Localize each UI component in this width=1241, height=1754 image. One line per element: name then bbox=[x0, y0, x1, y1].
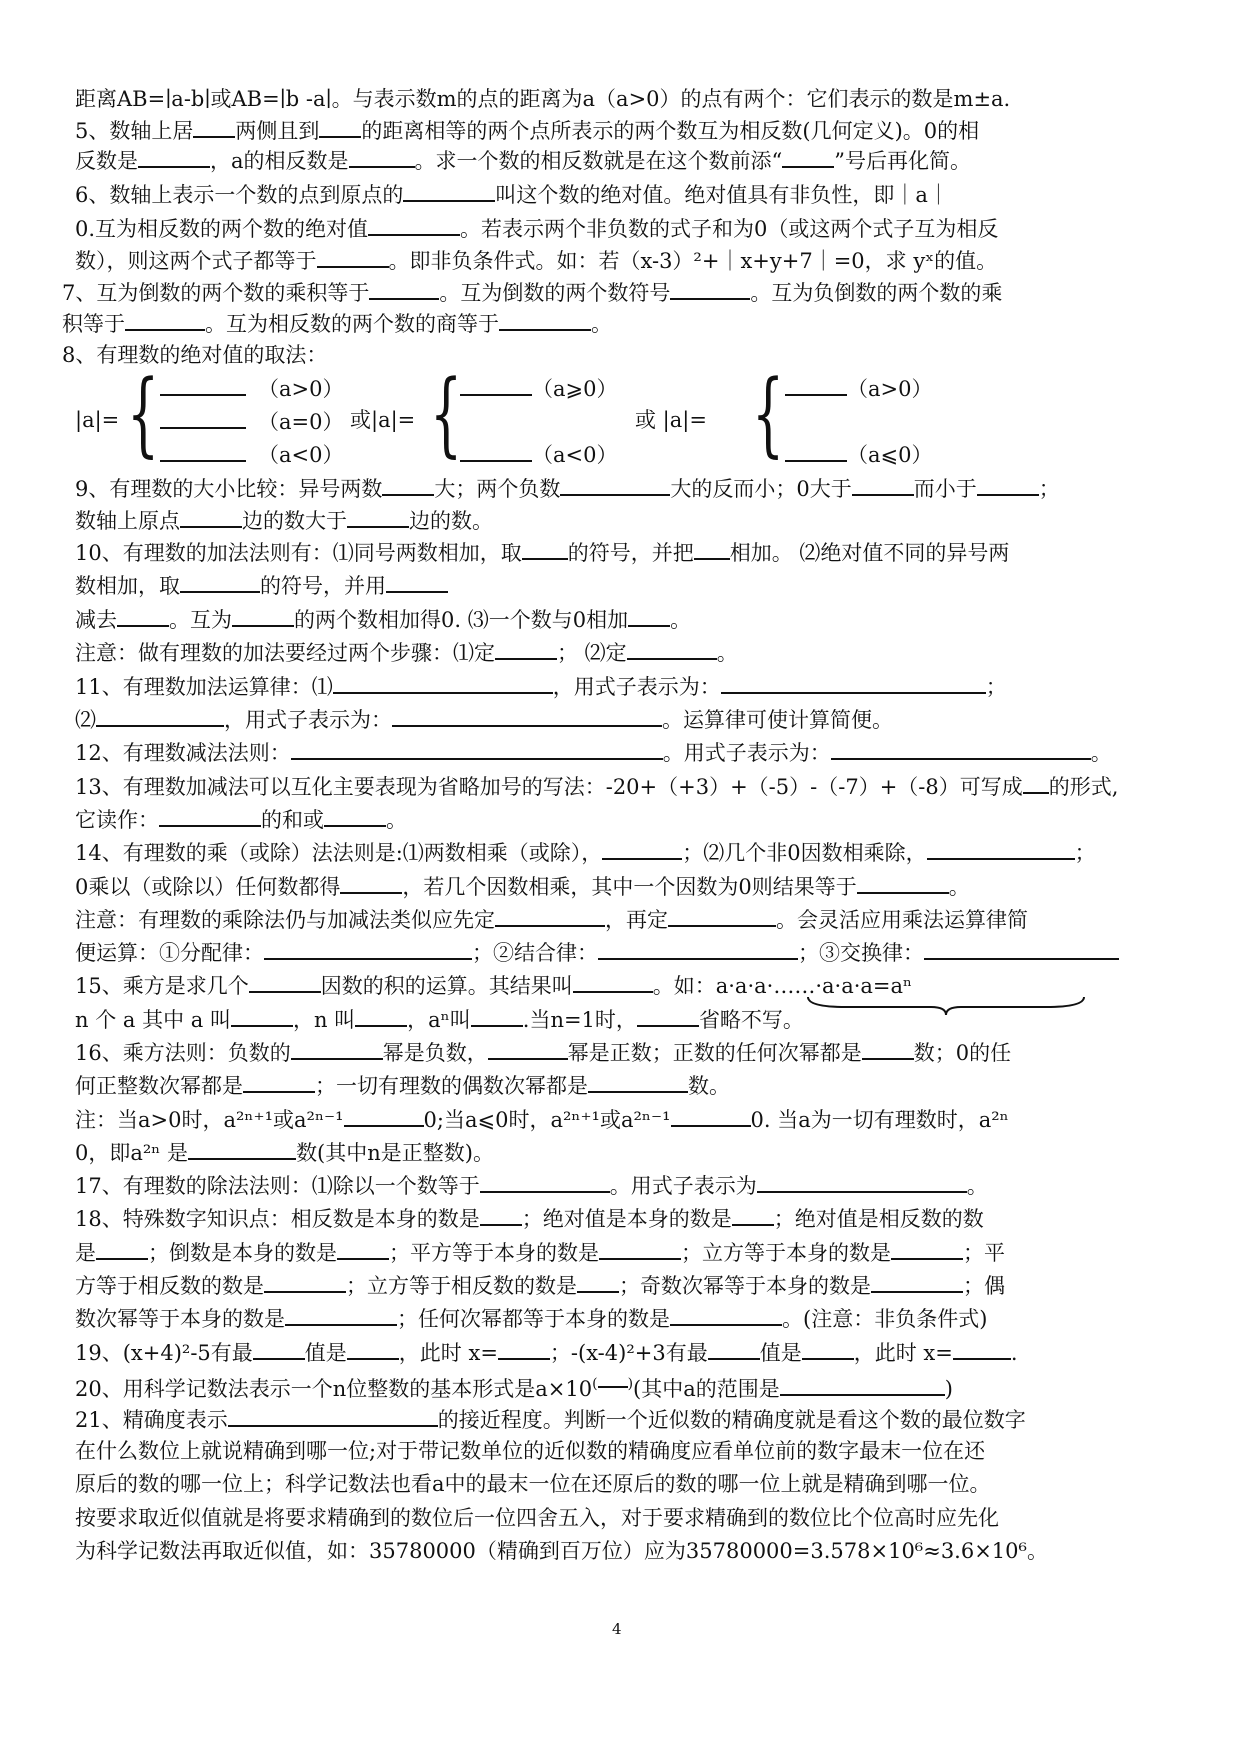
item-10-cont2: 减去 。互为 的两个数相加得0. ⑶一个数与0相加 。 bbox=[75, 603, 691, 635]
item-16: 16、乘方法则：负数的 幂是负数， 幂是正数；正数的任何次幂都是 数；0的任 bbox=[75, 1036, 1011, 1068]
item-14-note: 注意：有理数的乘除法仍与加减法类似应先定 ，再定 。会灵活应用乘法运算律简 bbox=[75, 903, 1028, 935]
item-11: 11、有理数加法运算律：⑴ ，用式子表示为： ； bbox=[75, 670, 1007, 702]
text-line: 距离AB=∣a-b∣或AB=∣b -a∣。与表示数m的点的距离为a（a>0）的点有两个：它们表示的数是m±a. bbox=[75, 87, 1011, 111]
item-15-cont: n 个 a 其中 a 叫 ，n 叫 ，aⁿ叫 .当n=1时， 省略不写。 bbox=[75, 1003, 804, 1035]
item-10: 10、有理数的加法法则有：⑴同号两数相加，取 的符号，并把 相加。 ⑵绝对值不同的异号两 bbox=[75, 536, 1009, 568]
item-21-cont2: 原后的数的哪一位上；科学记数法也看a中的最末一位在还原后的数的哪一位上就是精确到哪一位。 bbox=[75, 1472, 991, 1496]
item-9-cont: 数轴上原点 边的数大于 边的数。 bbox=[75, 504, 493, 536]
item-13-cont: 它读作： 的和或 。 bbox=[75, 803, 407, 835]
item-20: 20、用科学记数法表示一个n位整数的基本形式是a×10( )(其中a的范围是 ) bbox=[75, 1369, 953, 1404]
abs-lhs-3: 或 |a|= bbox=[635, 408, 707, 432]
item-18: 18、特殊数字知识点：相反数是本身的数是 ；绝对值是本身的数是 ；绝对值是相反数的数 bbox=[75, 1202, 984, 1234]
item-19: 19、(x+4)²-5有最 值是 ，此时 x= ；-(x-4)²+3有最 值是 ，此时 x= . bbox=[75, 1336, 1018, 1368]
item-9: 9、有理数的大小比较：异号两数 大；两个负数 大的反而小；0大于 而小于 ； bbox=[75, 472, 1060, 504]
item-6: 6、数轴上表示一个数的点到原点的 叫这个数的绝对值。绝对值具有非负性，即｜a｜ bbox=[75, 178, 949, 210]
item-21: 21、精确度表示 的接近程度。判断一个近似数的精确度就是看这个数的最位数字 bbox=[75, 1403, 1026, 1435]
item-15: 15、乘方是求几个 因数的积的运算。其结果叫 。如：a·a·a·……·a·a·a=aⁿ bbox=[75, 969, 912, 1001]
item-18-cont3: 数次幂等于本身的数是 ；任何次幂都等于本身的数是 。(注意：非负条件式) bbox=[75, 1302, 987, 1334]
item-21-cont4: 为科学记数法再取近似值，如：35780000（精确到百万位）应为35780000=3.578×10⁶≈3.6×10⁶。 bbox=[75, 1539, 1048, 1563]
item-14: 14、有理数的乘（或除）法法则是:⑴两数相乘（或除）， ；⑵几个非0因数相乘除， ； bbox=[75, 836, 1096, 868]
item-5-cont: 反数是 ，a的相反数是 。求一个数的相反数就是在这个数前添“ ”号后再化简。 bbox=[75, 144, 971, 176]
brace-1: { bbox=[127, 360, 160, 467]
item-14-note-cont: 便运算：①分配律： ；②结合律： ；③交换律： bbox=[75, 936, 1119, 968]
brace-3: { bbox=[752, 360, 785, 467]
case-row: （a<0） bbox=[160, 438, 343, 470]
item-12: 12、有理数减法法则： 。用式子表示为： 。 bbox=[75, 736, 1112, 768]
case-row: （a=0） bbox=[160, 405, 343, 437]
item-13: 13、有理数加减法可以互化主要表现为省略加号的写法：-20+（+3）+（-5）-（-7）+（-8）可写成 的形式, bbox=[75, 770, 1118, 802]
case-row: （a⩽0） bbox=[785, 438, 932, 470]
brace-2: { bbox=[430, 360, 463, 467]
item-11-cont: ⑵ ，用式子表示为： 。运算律可使计算简便。 bbox=[75, 703, 893, 735]
case-row: （a<0） bbox=[460, 438, 617, 470]
case-row: （a⩾0） bbox=[460, 372, 617, 404]
item-21-cont3: 按要求取近似值就是将要求精确到的数位后一位四舍五入，对于要求精确到的数位比个位高时应先化 bbox=[75, 1506, 999, 1530]
item-18-cont: 是 ；倒数是本身的数是 ；平方等于本身的数是 ；立方等于本身的数是 ；平 bbox=[75, 1236, 1005, 1268]
item-16-note-cont: 0，即a²ⁿ 是 数(其中n是正整数)。 bbox=[75, 1136, 494, 1168]
item-10-cont: 数相加，取 的符号，并用 bbox=[75, 569, 448, 601]
case-row: （a>0） bbox=[785, 372, 932, 404]
underbrace bbox=[806, 995, 1086, 1017]
item-6-cont: 0.互为相反数的两个数的绝对值 。若表示两个非负数的式子和为0（或这两个式子互为相反 bbox=[75, 212, 998, 244]
item-18-cont2: 方等于相反数的数是 ；立方等于相反数的数是 ；奇数次幂等于本身的数是 ；偶 bbox=[75, 1269, 1005, 1301]
abs-lhs-1: |a|= bbox=[75, 408, 120, 432]
item-17: 17、有理数的除法法则：⑴除以一个数等于 。用式子表示为 。 bbox=[75, 1169, 988, 1201]
page-number: 4 bbox=[612, 1620, 622, 1638]
item-7: 7、互为倒数的两个数的乘积等于 。互为倒数的两个数符号 。互为负倒数的两个数的乘 bbox=[62, 276, 1002, 308]
item-6-cont2: 数），则这两个式子都等于 。即非负条件式。如：若（x-3）²+｜x+y+7｜=0，求 yˣ的值。 bbox=[75, 244, 997, 276]
item-16-note: 注：当a>0时，a²ⁿ⁺¹或a²ⁿ⁻¹ 0;当a⩽0时，a²ⁿ⁺¹或a²ⁿ⁻¹ 0. 当a为一切有理数时，a²ⁿ bbox=[75, 1103, 1009, 1135]
item-14-cont: 0乘以（或除以）任何数都得 ，若几个因数相乘，其中一个因数为0则结果等于 。 bbox=[75, 870, 970, 902]
item-5: 5、数轴上居 两侧且到 的距离相等的两个点所表示的两个数互为相反数(几何定义)。0的相 bbox=[75, 114, 979, 146]
item-8: 8、有理数的绝对值的取法： bbox=[62, 343, 328, 367]
abs-lhs-2: 或|a|= bbox=[350, 408, 416, 432]
item-21-cont: 在什么数位上就说精确到哪一位;对于带记数单位的近似数的精确度应看单位前的数字最末一位在还 bbox=[75, 1439, 986, 1463]
item-16-cont: 何正整数次幂都是 ；一切有理数的偶数次幂都是 数。 bbox=[75, 1069, 730, 1101]
item-10-note: 注意：做有理数的加法要经过两个步骤：⑴定 ； ⑵定 。 bbox=[75, 636, 738, 668]
item-7-cont: 积等于 。互为相反数的两个数的商等于 。 bbox=[62, 307, 612, 339]
case-row: （a>0） bbox=[160, 372, 343, 404]
